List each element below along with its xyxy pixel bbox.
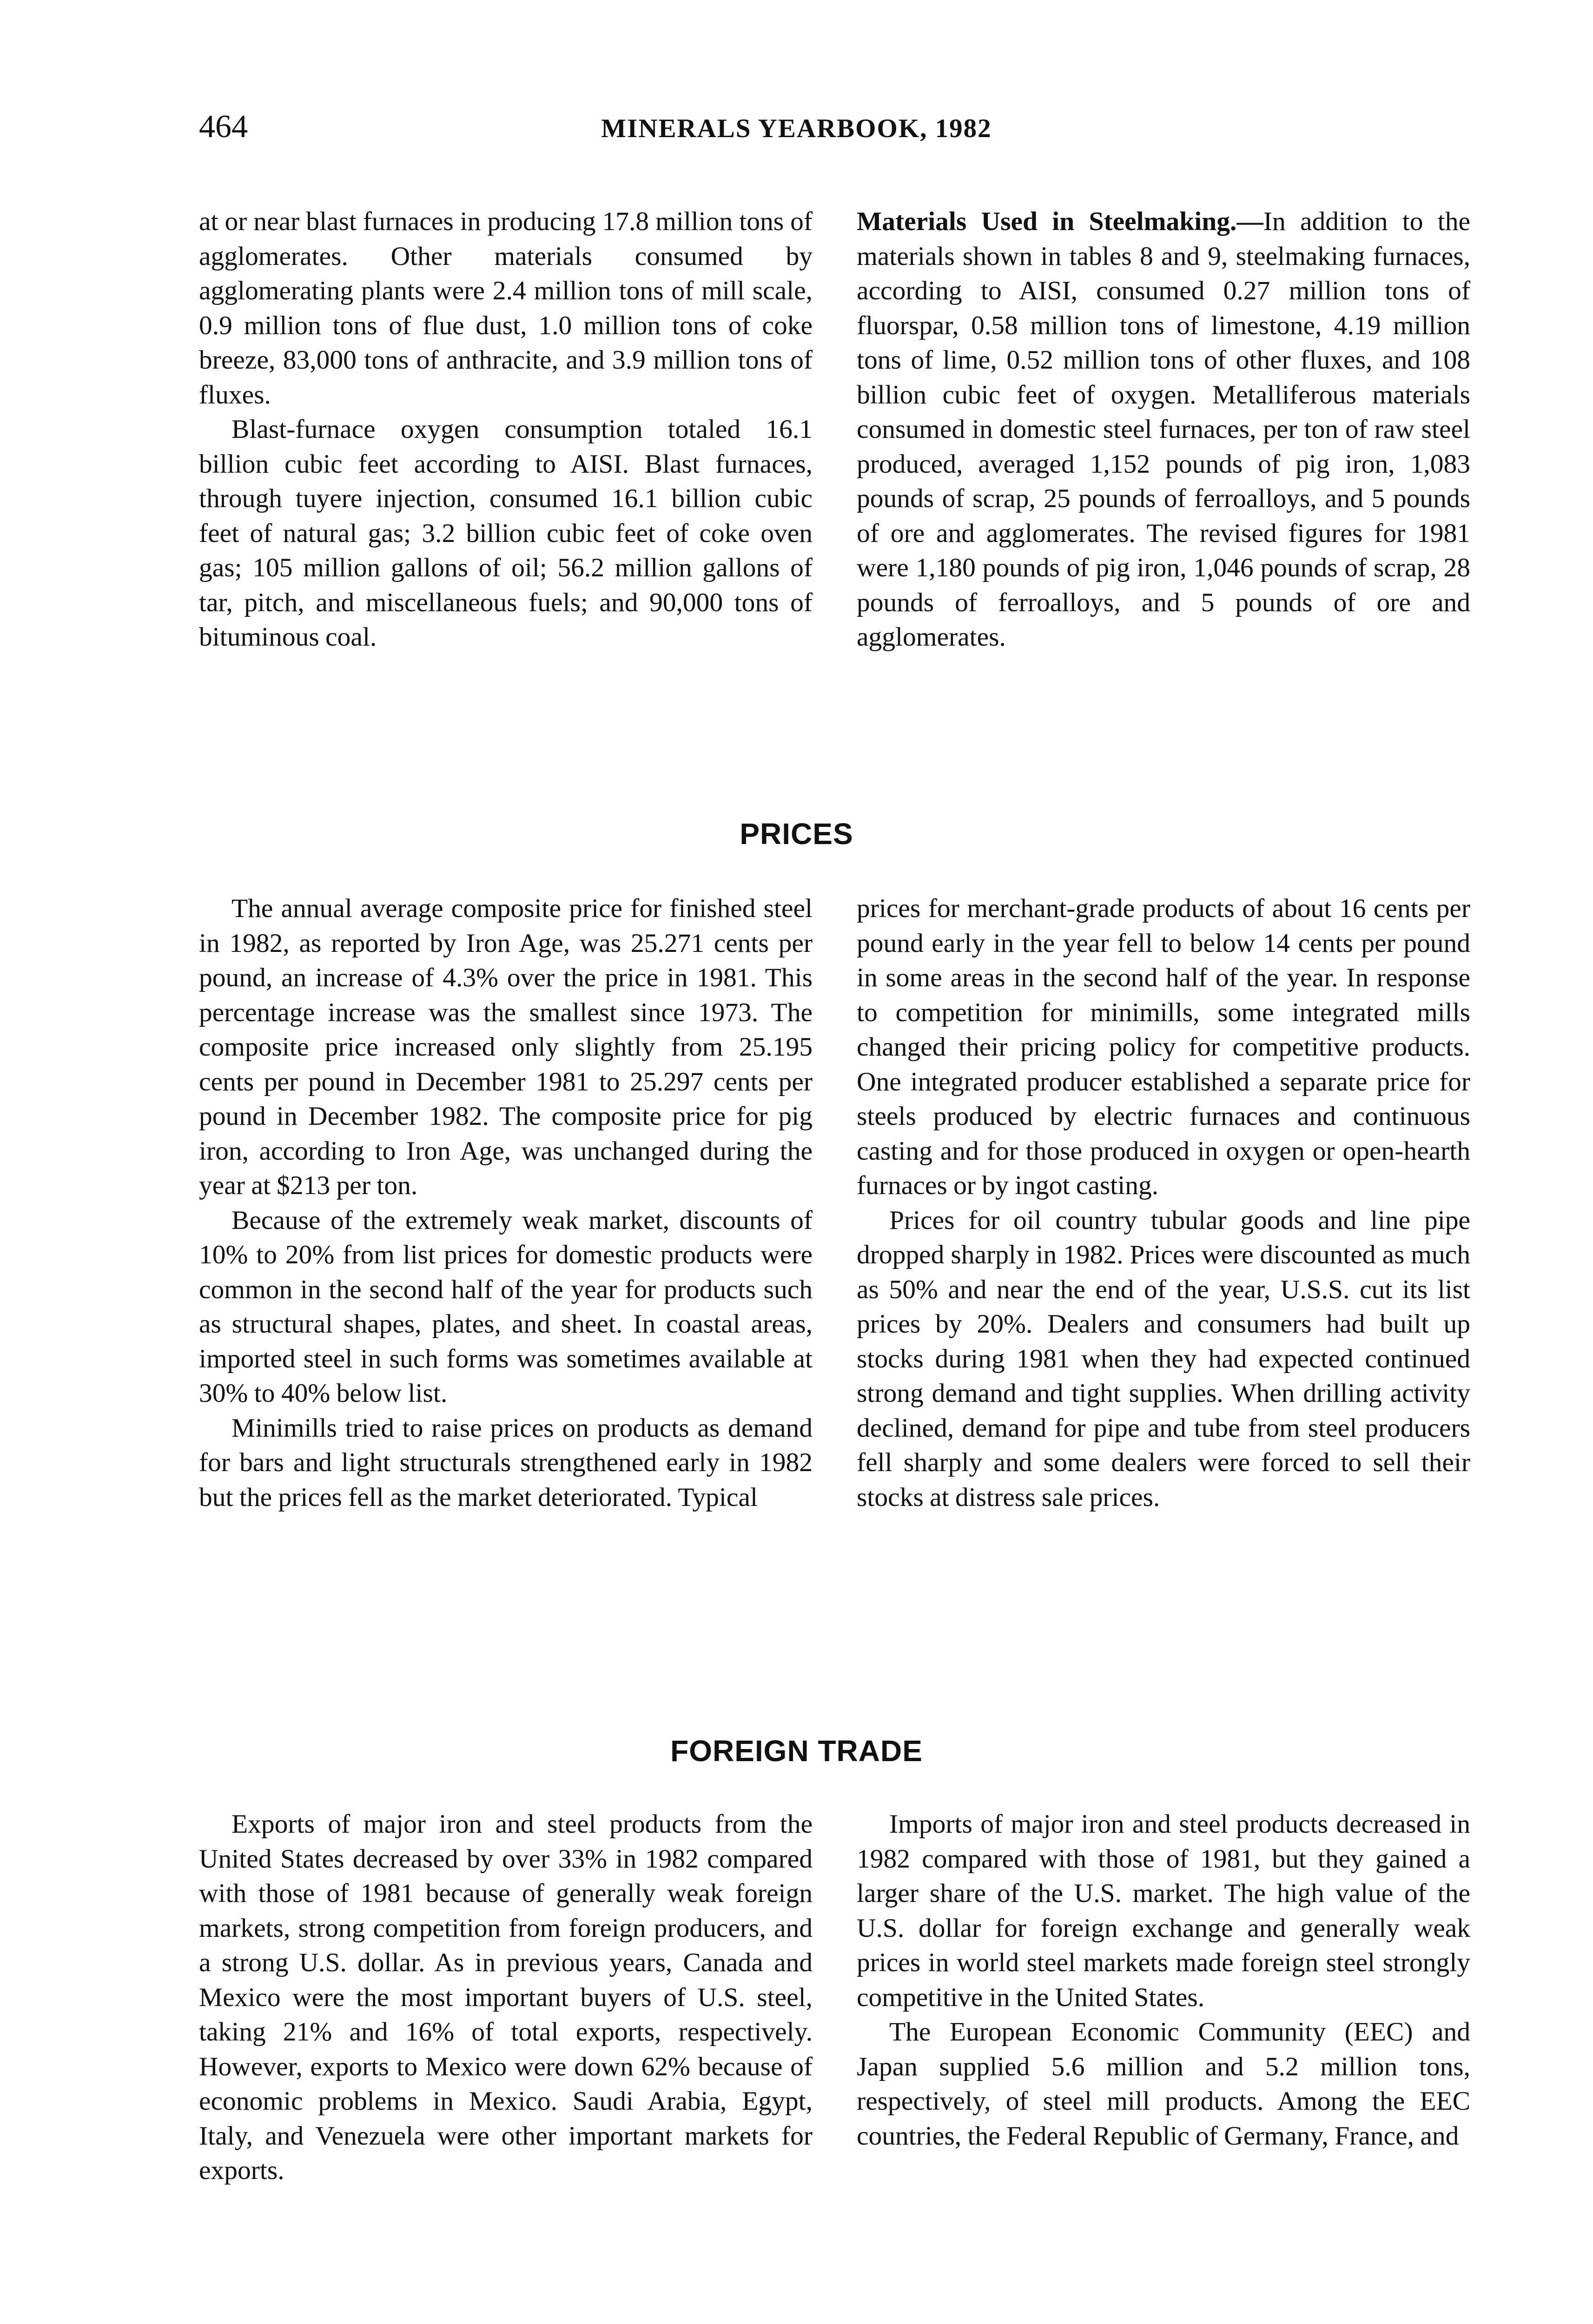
- paragraph: Blast-furnace oxygen consumption totaled 16.1 billion cubic feet according to AISI. Blast furnaces, through tuyere injection, consumed 16.1 billion cubic feet of natural gas; 3.2 billion cubic feet of coke oven gas; 105 million gallons of oil; 56.2 million gallons of tar, pitch, and miscellaneous fuels; and 90,000 tons of bituminous coal.: [199, 415, 813, 652]
- paragraph: The annual average composite price for finished steel in 1982, as reported by Iron Age, was 25.271 cents per pound, an increase of 4.3% over the price in 1981. This percentage increase was the smallest since 1973. The composite price increased only slightly from 25.195 cents per pound in December 1981 to 25.297 cents per pound in December 1982. The composite price for pig iron, according to Iron Age, was unchanged during the year at $213 per ton.: [199, 894, 813, 1200]
- foreign-trade-heading: FOREIGN TRADE: [670, 1734, 923, 1768]
- foreign-trade-left-column: [199, 1807, 813, 2188]
- paragraph-text: In addition to the materials shown in tables 8 and 9, steelmaking furnaces, according to AISI, consumed 0.27 million tons of fluorspar, 0.58 million tons of limestone, 4.19 million tons of lime, 0.52 million tons of other fluxes, and 108 billion cubic feet of oxygen. Metalliferous materials consumed in domestic steel furnaces, per ton of raw steel produced, averaged 1,152 pounds of pig iron, 1,083 pounds of scrap, 25 pounds of ferroalloys, and 5 pounds of ore and agglomerates. The revised figures for 1981 were 1,180 pounds of pig iron, 1,046 pounds of scrap, 28 pounds of ferroalloys, and 5 pounds of ore and agglomerates.: [857, 207, 1470, 652]
- paragraph: Imports of major iron and steel products decreased in 1982 compared with those of 1981, but they gained a larger share of the U.S. market. The high value of the U.S. dollar for foreign exchange and generally weak prices in world steel markets made foreign steel strongly competitive in the United States.: [857, 1809, 1470, 2012]
- prices-right-column: [857, 891, 1470, 1515]
- paragraph: at or near blast furnaces in producing 17.8 million tons of agglomerates. Other materials consumed by agglomerating plants were 2.4 million tons of mill scale, 0.9 million tons of flue dust, 1.0 million tons of coke breeze, 83,000 tons of anthracite, and 3.9 million tons of fluxes.: [199, 207, 813, 409]
- runin-heading: Materials Used in Steelmaking.—: [857, 207, 1263, 236]
- foreign-trade-right-column: [857, 1807, 1470, 2153]
- paragraph: Minimills tried to raise prices on products as demand for bars and light structurals strengthened early in 1982 but the prices fell as the market deteriorated. Typical: [199, 1413, 813, 1512]
- paragraph: The European Economic Community (EEC) and Japan supplied 5.6 million and 5.2 million tons, respectively, of steel mill products. Among the EEC countries, the Federal Republic of Germany, France, and: [857, 2017, 1470, 2151]
- top-left-column: [199, 205, 813, 655]
- prices-left-column: [199, 891, 813, 1515]
- top-right-column: [857, 205, 1470, 655]
- prices-heading: PRICES: [740, 817, 853, 851]
- paragraph: Exports of major iron and steel products from the United States decreased by over 33% in 1982 compared with those of 1981 because of generally weak foreign markets, strong competition from foreign producers, and a strong U.S. dollar. As in previous years, Canada and Mexico were the most important buyers of U.S. steel, taking 21% and 16% of total exports, respectively. However, exports to Mexico were down 62% because of economic problems in Mexico. Saudi Arabia, Egypt, Italy, and Venezuela were other important markets for exports.: [199, 1809, 813, 2185]
- page-number: 464: [199, 109, 248, 145]
- paragraph: prices for merchant-grade products of about 16 cents per pound early in the year fell to below 14 cents per pound in some areas in the second half of the year. In response to competition for minimills, some integrated mills changed their pricing policy for competitive products. One integrated producer established a separate price for steels produced by electric furnaces and continuous casting and for those produced in oxygen or open-hearth furnaces or by ingot casting.: [857, 894, 1470, 1200]
- paragraph: Because of the extremely weak market, discounts of 10% to 20% from list prices for domestic products were common in the second half of the year for products such as structural shapes, plates, and sheet. In coastal areas, imported steel in such forms was sometimes available at 30% to 40% below list.: [199, 1205, 813, 1408]
- paragraph-materials-steelmaking: [857, 205, 1470, 655]
- paragraph: Prices for oil country tubular goods and line pipe dropped sharply in 1982. Prices were discounted as much as 50% and near the end of the year, U.S.S. cut its list prices by 20%. Dealers and consumers had built up stocks during 1981 when they had expected continued strong demand and tight supplies. When drilling activity declined, demand for pipe and tube from steel producers fell sharply and some dealers were forced to sell their stocks at distress sale prices.: [857, 1205, 1470, 1512]
- running-title: MINERALS YEARBOOK, 1982: [601, 114, 992, 143]
